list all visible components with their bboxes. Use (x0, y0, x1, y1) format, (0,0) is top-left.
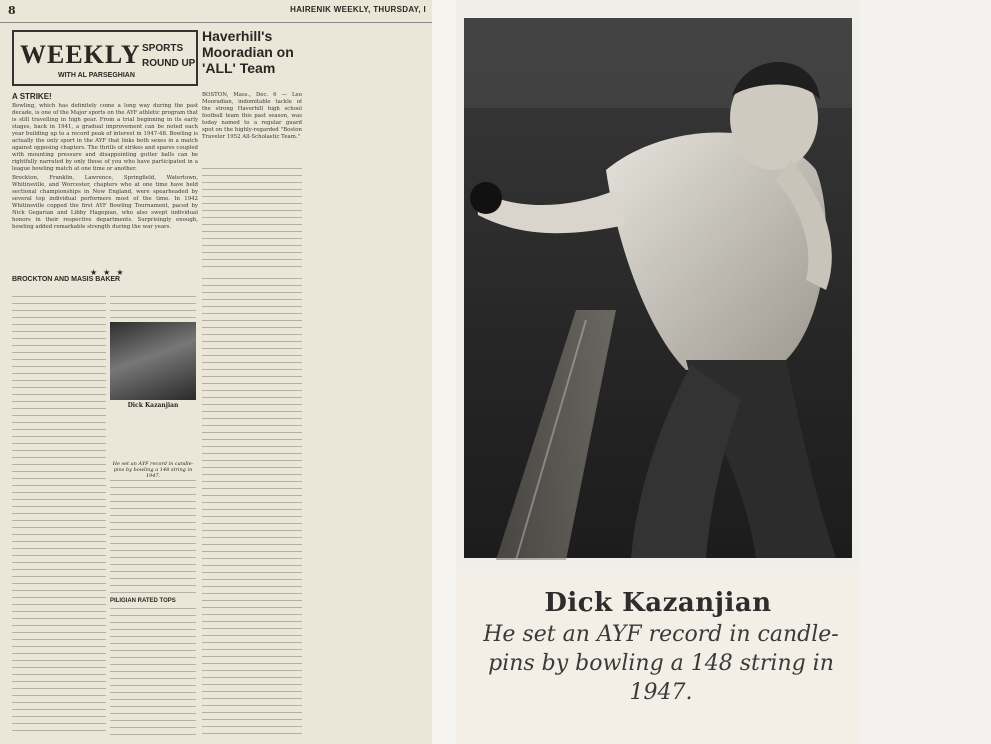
bowler-photo-image (456, 0, 860, 570)
sidebar-body (202, 92, 302, 141)
column-text-block (110, 296, 196, 320)
thumbnail-name: Dick Kazanjian (127, 402, 179, 409)
column-body (12, 92, 198, 231)
column-text-block (110, 608, 196, 736)
enlarged-name-block (456, 588, 860, 618)
page-header (0, 0, 432, 23)
sidebar-headline: Haverhill's Mooradian on 'ALL' Team (202, 28, 294, 76)
enlarged-caption: He set an AYF record in candle-pins by bowling a 148 string in 1947. (483, 622, 839, 705)
sidebar-dateline: BOSTON, Mass., Dec. 6 — Leo Mooradian, indomitable tackle of the strong Haverhill high school football team this past season, was today named to a regular guard spot on the highly-regarded "Boston Traveler 1952 All-Scholastic Team." (202, 92, 302, 140)
newspaper-page (0, 0, 432, 744)
intro-paragraph: Bowling, which has definitely come a long way during the past decade, is one of the Major sports on the AYF athletic program that is still travelling in high gear. From a trial beginning in its early stages, back in 1941, a gradual improvement can be noted each year building up to a record peak of interest in 1947-48. Bowling is actually the only sport in the AYF that links both sexes in a match against opposing chapters. The thrills of strikes and spares coupled with mounting pressure and disappointing gutter balls can be rightfully narrated by only those of you who have participated in a league bowling match at one time or another. (12, 103, 198, 172)
masthead: HAIRENIK WEEKLY, THURSDAY, I (290, 5, 426, 14)
bowler-thumbnail-photo (110, 322, 196, 400)
logo-roundup: ROUND UP (142, 58, 196, 69)
column-text-block (12, 296, 106, 736)
kicker: A STRIKE! (12, 92, 52, 101)
column-text-block (202, 278, 302, 736)
byline: WITH AL PARSEGHIAN (58, 72, 135, 79)
subhead-2: PILIGIAN RATED TOPS (110, 598, 176, 604)
logo-sports: SPORTS (142, 43, 184, 54)
right-margin (860, 0, 991, 744)
column-text-block (202, 168, 302, 268)
column-logo (12, 30, 198, 86)
logo-word: WEEKLY (20, 40, 141, 69)
page-number: 8 (8, 4, 16, 17)
enlarged-bowler-photo (456, 0, 860, 570)
subhead: BROCKTON AND MASIS BAKER (12, 276, 121, 283)
section-divider: ★★★ (90, 268, 130, 277)
thumbnail-caption: He set an AYF record in candle-pins by bowling a 148 string in 1947. (112, 461, 194, 479)
gutter (432, 0, 456, 744)
enlarged-name: Dick Kazanjian (544, 588, 772, 618)
intro-paragraph-2: Brockton, Franklin, Lawrence, Springfield, Watertown, Whitinsville, and Worcester, chapters who at one time have held sectional championships in New England, were spearheaded by several top individual performers most of the time. In 1942 Whitinsville copped the first AYF Bowling Tournament, paced by Nick Gegarian and Libby Hagopian, who also swept individual honors in their respective departments. Surprisingly enough, bowling added remarkable strength during the war years. (12, 175, 198, 230)
column-text-block (110, 480, 196, 594)
